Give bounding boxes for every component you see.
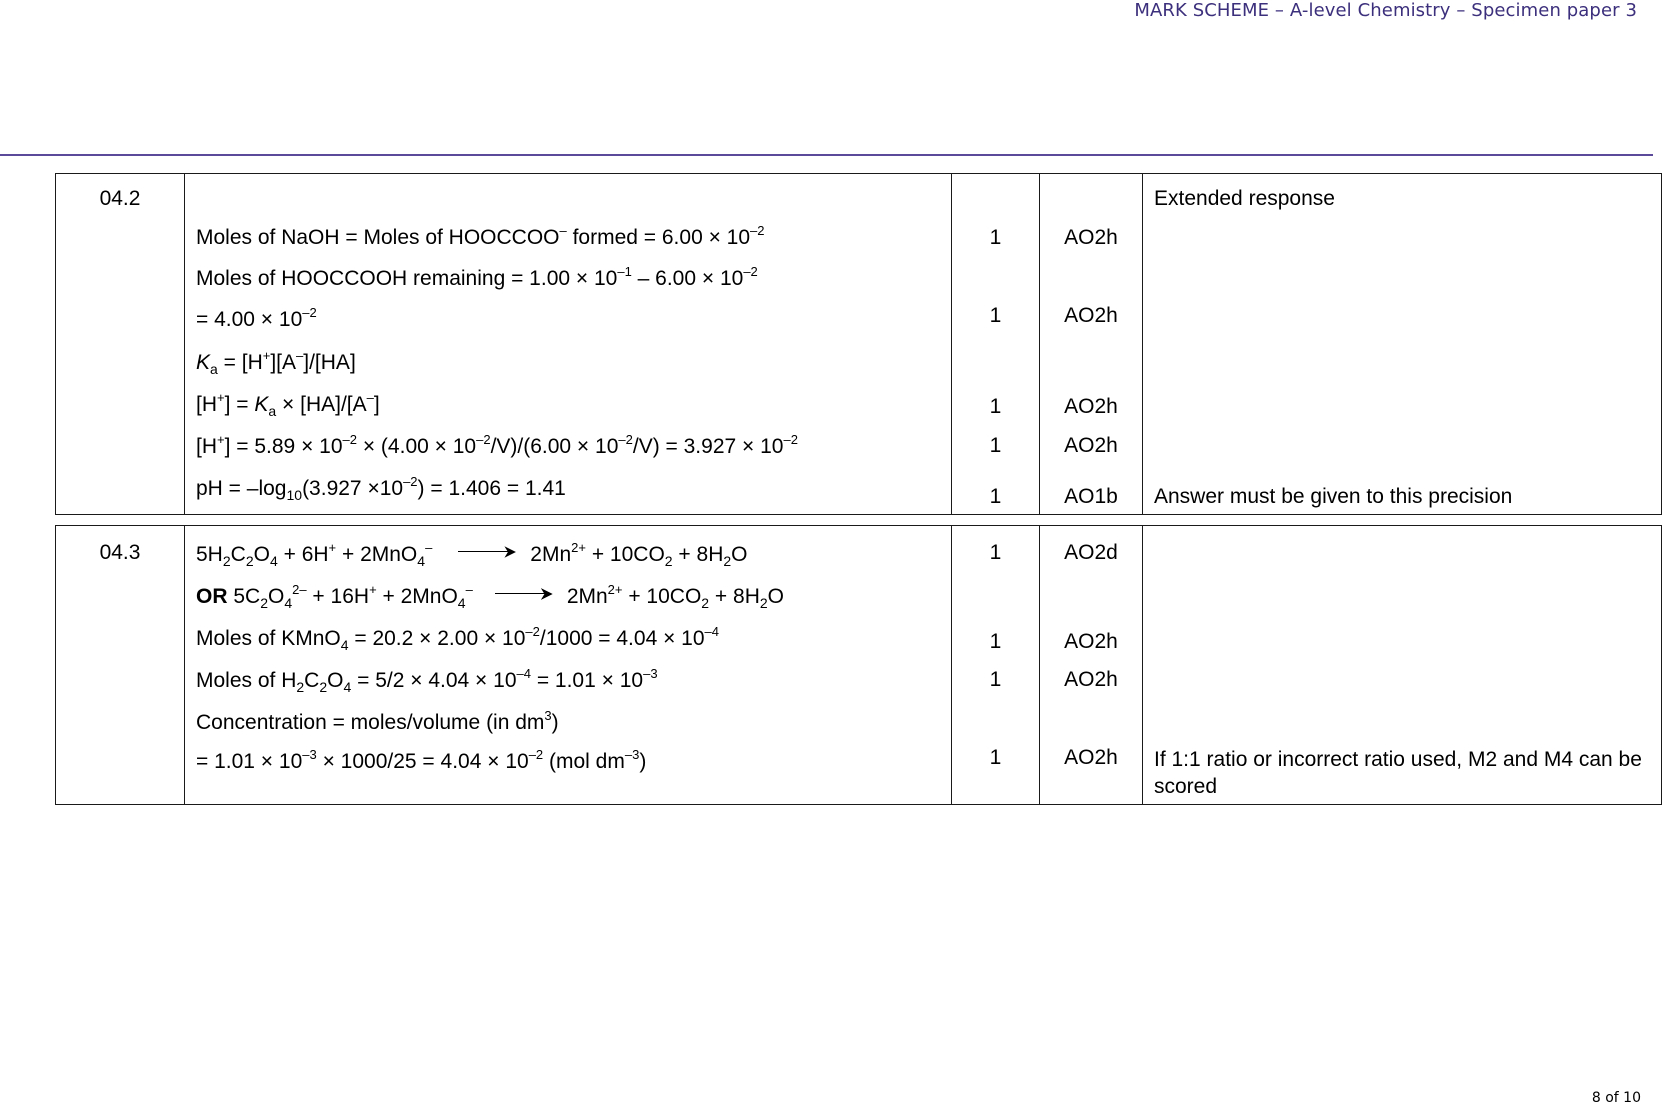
header-divider: [0, 154, 1653, 156]
answer-line: OR $5C_2O_4^{2-} + 16H^+ + 2MnO_4^-$ $2Mn^{2+} + 10CO_2 + 8H_2O$: [196, 582, 785, 611]
comments-cell: [1143, 526, 1662, 805]
mark-value: 1: [989, 485, 1002, 508]
answer-line: = $1.01 \times 10^{-3} \times 1000/25 = 4.04 \times 10^{-2}$ (mol $dm^{-3}$): [196, 747, 647, 773]
reaction-arrow-icon: [458, 545, 516, 559]
answer-line: $5H_2C_2O_4 + 6H^+ + 2MnO_4^-$ $2Mn^{2+} + 10CO_2 + 8H_2O$: [196, 540, 748, 569]
ao-value: AO2h: [1064, 630, 1118, 653]
question-04-3-table: [55, 525, 1662, 805]
mark-value: 1: [989, 630, 1002, 653]
comment-ratio: If 1:1 ratio or incorrect ratio used, M2 and M4 can be scored: [1154, 748, 1642, 798]
ao-value: AO2h: [1064, 226, 1118, 249]
answer-line: $[H^+] = K_a \times [HA]/[A^-]$: [196, 390, 380, 419]
ao-value: AO2h: [1064, 668, 1118, 691]
mark-value: 1: [989, 395, 1002, 418]
mark-value: 1: [989, 541, 1002, 564]
ao-value: AO2h: [1064, 434, 1118, 457]
marks-cell: [952, 526, 1040, 805]
answer-line: pH = $-\log_{10}(3.927 \times 10^{-2}) = 1.406 = 1.41$: [196, 474, 566, 503]
answer-cell: [185, 526, 952, 805]
answer-line: Moles of HOOCCOOH remaining = $1.00 \times 10^{-1} - 6.00 \times 10^{-2}$: [196, 264, 758, 290]
ao-value: AO2h: [1064, 395, 1118, 418]
mark-value: 1: [989, 746, 1002, 769]
question-number: 04.2: [99, 187, 141, 210]
ao-value: AO2h: [1064, 746, 1118, 769]
answer-cell: [185, 174, 952, 515]
comment-extended-response: Extended response: [1154, 187, 1335, 210]
ao-value: AO2d: [1064, 541, 1118, 564]
answer-line: Moles of KMnO$_4$ = $20.2 \times 2.00 \times 10^{-2}/1000 = 4.04 \times 10^{-4}$: [196, 624, 720, 653]
answer-line: $[H^+] = 5.89 \times 10^{-2} \times (4.00 \times 10^{-2}/V)/(6.00 \times 10^{-2}/V) = 3.927 \times 10^{-2}$: [196, 432, 798, 458]
assessment-objective-cell: [1040, 526, 1143, 805]
assessment-objective-cell: [1040, 174, 1143, 515]
ao-value: AO1b: [1064, 485, 1118, 508]
answer-line: Moles of $H_2C_2O_4 = 5/2 \times 4.04 \times 10^{-4} = 1.01 \times 10^{-3}$: [196, 666, 658, 695]
question-number-cell: [56, 526, 185, 805]
marks-cell: [952, 174, 1040, 515]
comments-cell: [1143, 174, 1662, 515]
page-header: MARK SCHEME – A-level Chemistry – Specimen paper 3: [1134, 0, 1637, 21]
question-number-cell: [56, 174, 185, 515]
ao-value: AO2h: [1064, 304, 1118, 327]
answer-line: Concentration = moles/volume (in $dm^3$): [196, 708, 559, 734]
answer-line: Moles of NaOH = Moles of HOOCCOO– formed = $6.00 \times 10^{-2}$: [196, 223, 765, 249]
reaction-arrow-icon: [495, 587, 553, 601]
mark-value: 1: [989, 668, 1002, 691]
answer-line: = $4.00 \times 10^{-2}$: [196, 305, 317, 331]
question-04-2-table: [55, 173, 1662, 515]
answer-line: $K_a = [H^+][A^-]/[HA]$: [196, 348, 356, 377]
question-number: 04.3: [99, 541, 141, 564]
page-number: 8 of 10: [1591, 1090, 1641, 1106]
mark-value: 1: [989, 226, 1002, 249]
mark-value: 1: [989, 434, 1002, 457]
comment-precision: Answer must be given to this precision: [1154, 485, 1513, 508]
mark-value: 1: [989, 304, 1002, 327]
